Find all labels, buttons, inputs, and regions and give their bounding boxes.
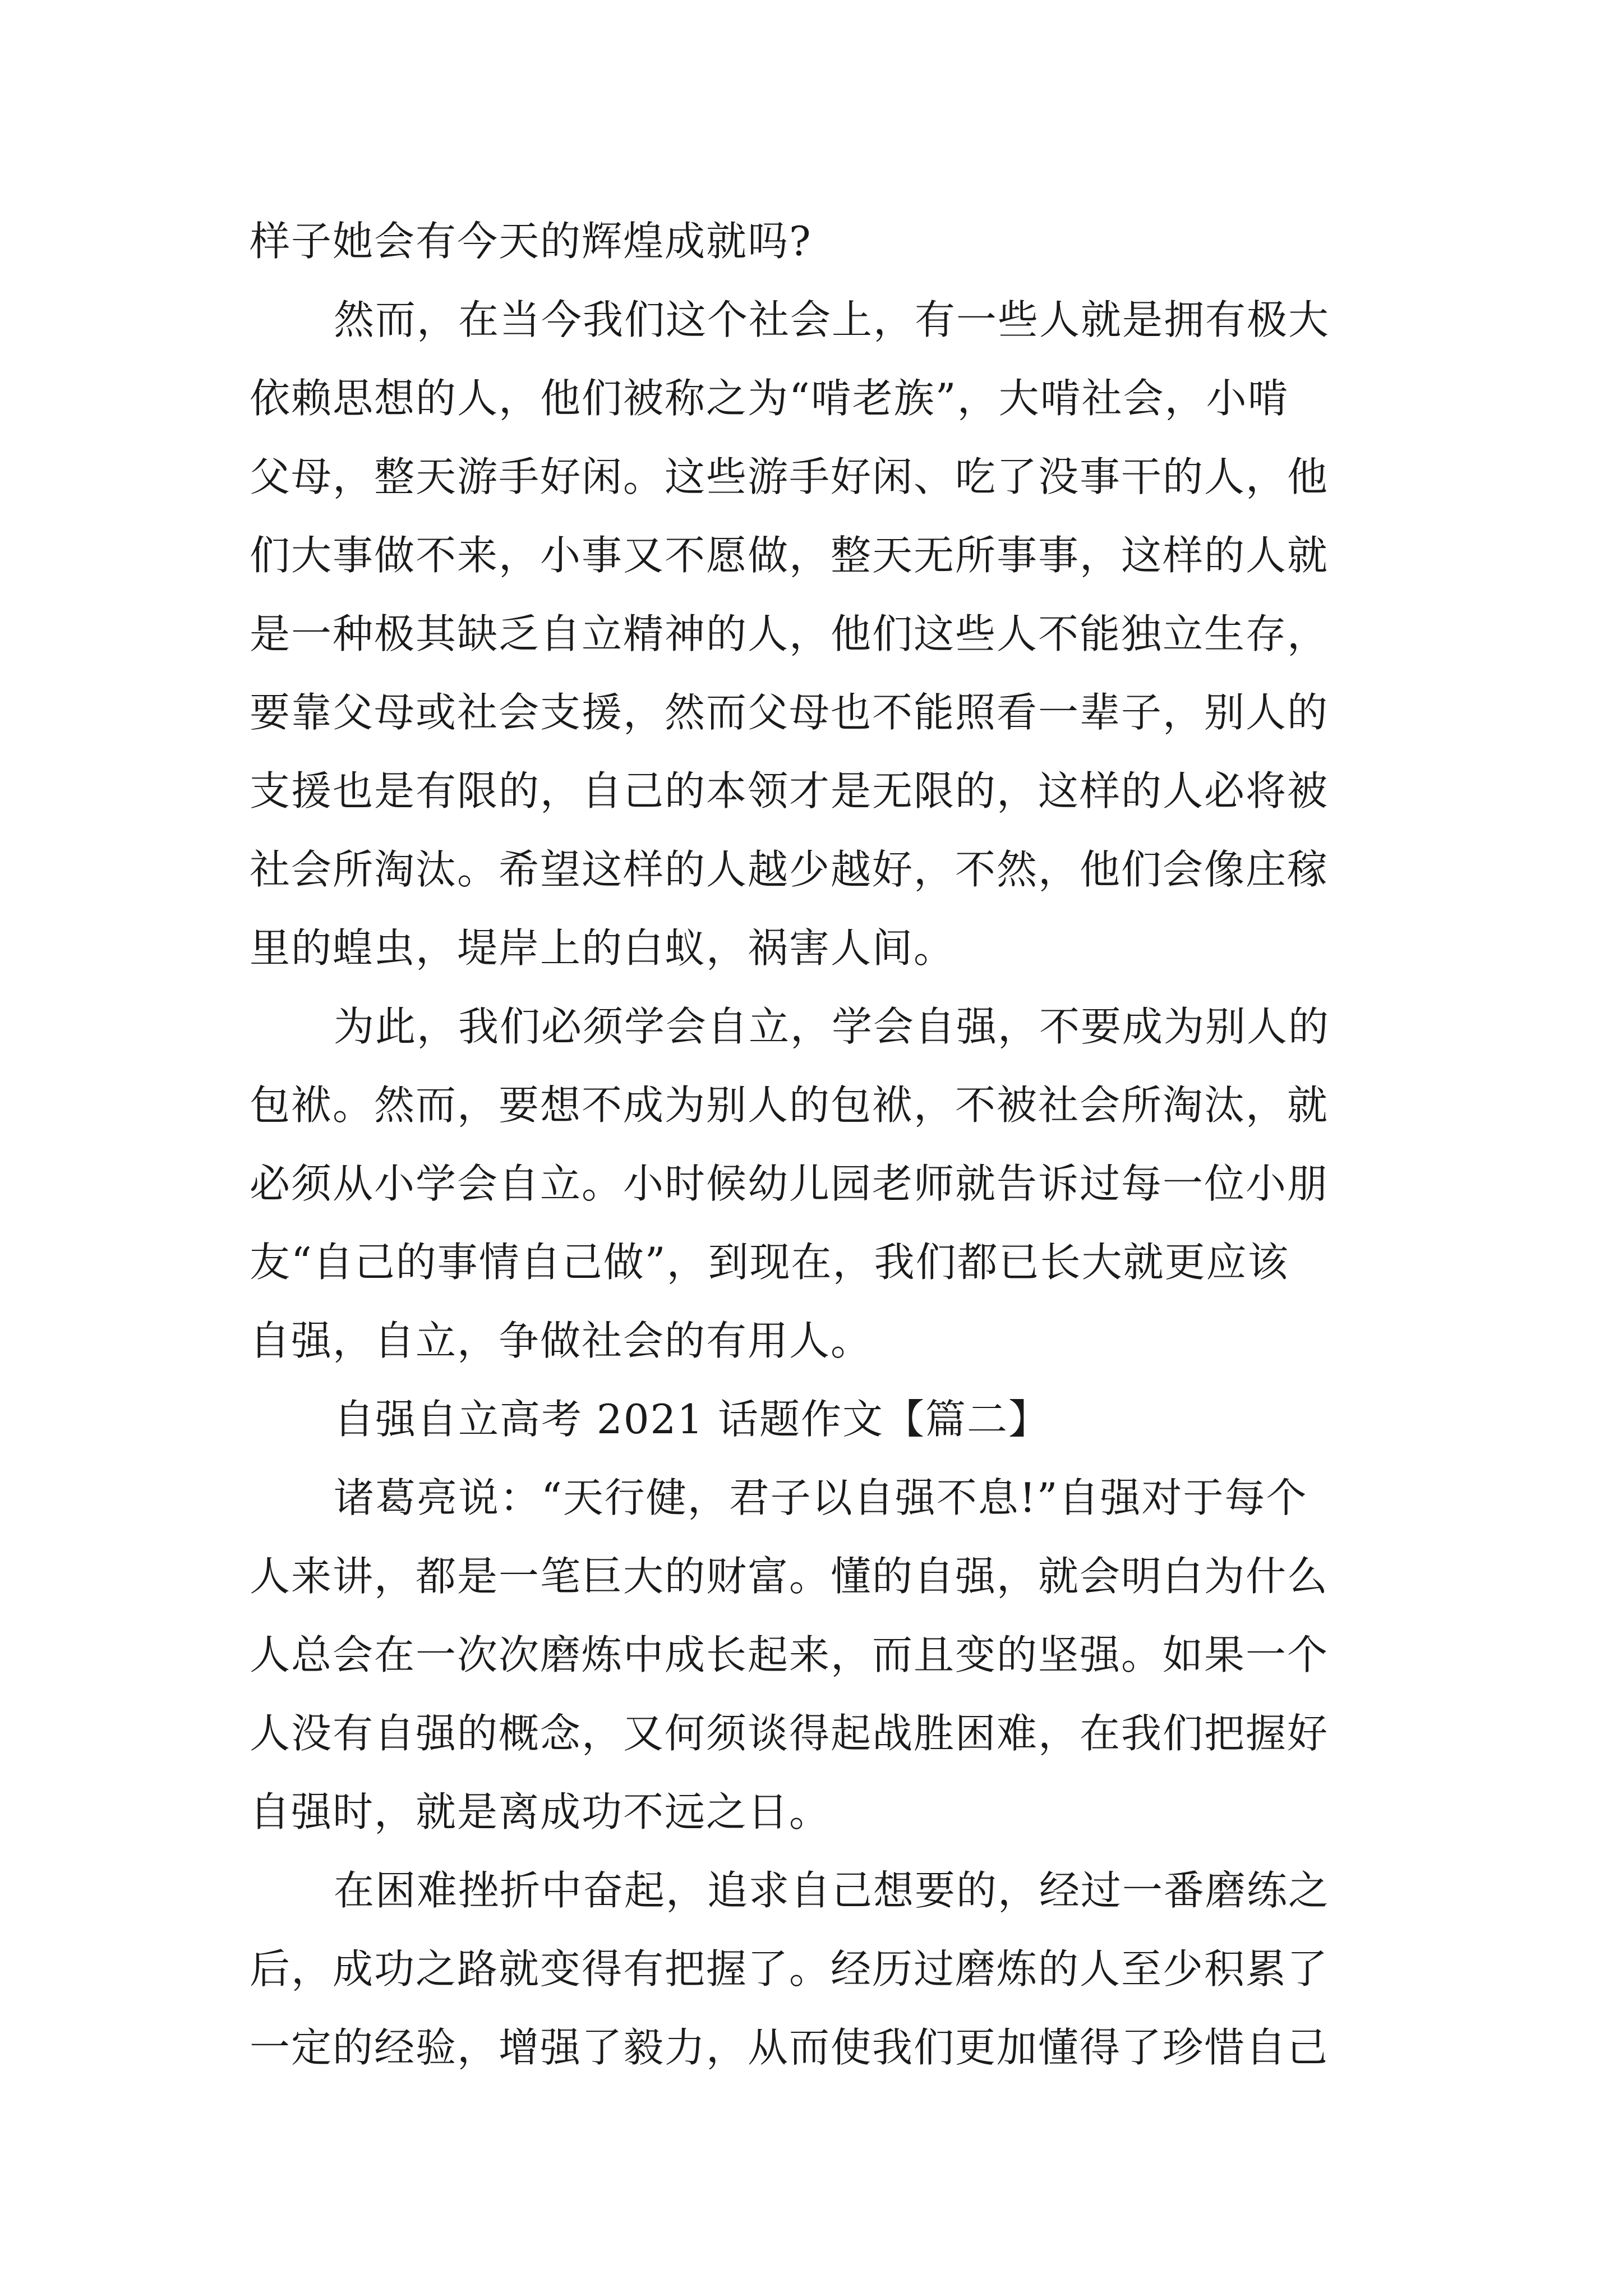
text-line: 自强，自立，争做社会的有用人。 (250, 1317, 873, 1364)
text-line: 后，成功之路就变得有把握了。经历过磨炼的人至少积累了 (250, 1945, 1329, 1993)
text-line: 要靠父母或社会支援，然而父母也不能照看一辈子，别人的 (250, 689, 1329, 736)
text-line: 人来讲，都是一笔巨大的财富。懂的自强，就会明白为什么 (250, 1553, 1329, 1600)
text-line: 们大事做不来，小事又不愿做，整天无所事事，这样的人就 (250, 532, 1329, 579)
paragraph-start-line: 然而，在当今我们这个社会上，有一些人就是拥有极大 (334, 296, 1330, 343)
section-heading: 自强自立高考 2021 话题作文【篇二】 (334, 1396, 1050, 1443)
paragraph-start-line: 为此，我们必须学会自立，学会自强，不要成为别人的 (334, 1003, 1330, 1050)
text-line: 父母，整天游手好闲。这些游手好闲、吃了没事干的人，他 (250, 453, 1329, 500)
text-line: 人没有自强的概念，又何须谈得起战胜困难，在我们把握好 (250, 1710, 1329, 1757)
text-line: 必须从小学会自立。小时候幼儿园老师就告诉过每一位小朋 (250, 1160, 1329, 1207)
document-page (250, 202, 1385, 2087)
text-line: 里的蝗虫，堤岸上的白蚁，祸害人间。 (250, 924, 956, 972)
paragraph-start-line: 在困难挫折中奋起，追求自己想要的，经过一番磨练之 (334, 1867, 1330, 1914)
text-line: 包袱。然而，要想不成为别人的包袱，不被社会所淘汰，就 (250, 1082, 1329, 1129)
text-line: 是一种极其缺乏自立精神的人，他们这些人不能独立生存， (250, 610, 1329, 657)
text-line: 社会所淘汰。希望这样的人越少越好，不然，他们会像庄稼 (250, 846, 1329, 893)
text-line: 友“自己的事情自己做”，到现在，我们都已长大就更应该 (250, 1239, 1289, 1286)
text-line: 支援也是有限的，自己的本领才是无限的，这样的人必将被 (250, 767, 1329, 815)
text-line: 一定的经验，增强了毅力，从而使我们更加懂得了珍惜自己 (250, 2024, 1329, 2071)
paragraph-start-line: 诸葛亮说：“天行健，君子以自强不息!”自强对于每个 (334, 1474, 1308, 1521)
text-line: 人总会在一次次磨炼中成长起来，而且变的坚强。如果一个 (250, 1631, 1329, 1678)
text-line: 样子她会有今天的辉煌成就吗? (250, 218, 812, 265)
text-line: 自强时，就是离成功不远之日。 (250, 1788, 831, 1835)
text-line: 依赖思想的人，他们被称之为“啃老族”，大啃社会，小啃 (250, 375, 1289, 422)
